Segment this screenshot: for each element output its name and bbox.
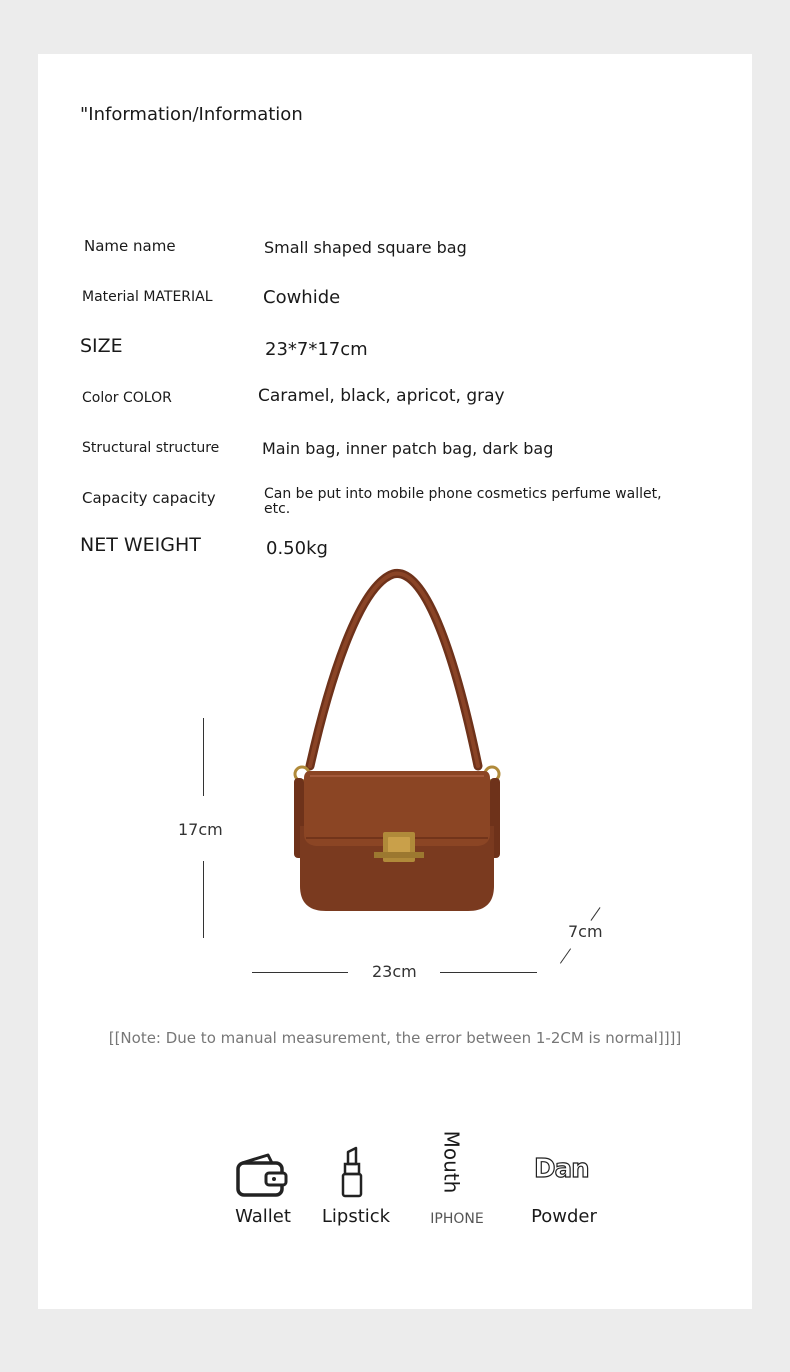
wallet-label: Wallet	[235, 1206, 291, 1227]
wallet-icon	[234, 1151, 290, 1199]
spec-label-material: Material MATERIAL	[82, 289, 213, 305]
spec-value-name: Small shaped square bag	[264, 238, 467, 257]
height-line-bottom	[203, 861, 204, 938]
dimension-depth: 7cm	[568, 922, 603, 941]
phone-item	[439, 1124, 470, 1202]
spec-value-capacity: Can be put into mobile phone cosmetics perfume wallet, etc.	[264, 486, 662, 517]
lipstick-item	[340, 1146, 366, 1198]
spec-value-material: Cowhide	[263, 287, 341, 308]
dimension-width: 23cm	[372, 962, 417, 981]
lipstick-label: Lipstick	[321, 1206, 391, 1227]
powder-label: Powder	[531, 1206, 597, 1227]
spec-label-color: Color COLOR	[82, 390, 172, 406]
spec-label-name: Name name	[84, 237, 176, 255]
powder-icon-text: Dan	[534, 1154, 589, 1184]
phone-sublabel: IPHONE	[430, 1211, 484, 1227]
product-info-card	[38, 54, 752, 1309]
wallet-item	[234, 1151, 294, 1199]
bag-illustration	[288, 566, 508, 916]
dimension-height: 17cm	[178, 820, 223, 839]
spec-value-color: Caramel, black, apricot, gray	[258, 386, 505, 406]
spec-label-capacity: Capacity capacity	[82, 489, 216, 507]
depth-line-top	[591, 907, 601, 921]
spec-label-weight: NET WEIGHT	[80, 534, 201, 556]
width-line-left	[252, 972, 348, 973]
section-title: "Information/Information	[80, 104, 303, 125]
lipstick-icon	[340, 1146, 366, 1198]
phone-vertical-label: Mouth	[439, 1130, 464, 1194]
measurement-note: [[Note: Due to manual measurement, the error between 1-2CM is normal]]]]	[108, 1029, 682, 1047]
spec-label-size: SIZE	[80, 335, 123, 357]
spec-value-structure: Main bag, inner patch bag, dark bag	[262, 439, 554, 458]
width-line-right	[440, 972, 537, 973]
spec-value-size: 23*7*17cm	[265, 339, 368, 360]
spec-label-structure: Structural structure	[82, 440, 220, 456]
height-line-top	[203, 718, 204, 796]
spec-value-weight: 0.50kg	[266, 538, 328, 559]
depth-line-bottom	[560, 948, 571, 963]
